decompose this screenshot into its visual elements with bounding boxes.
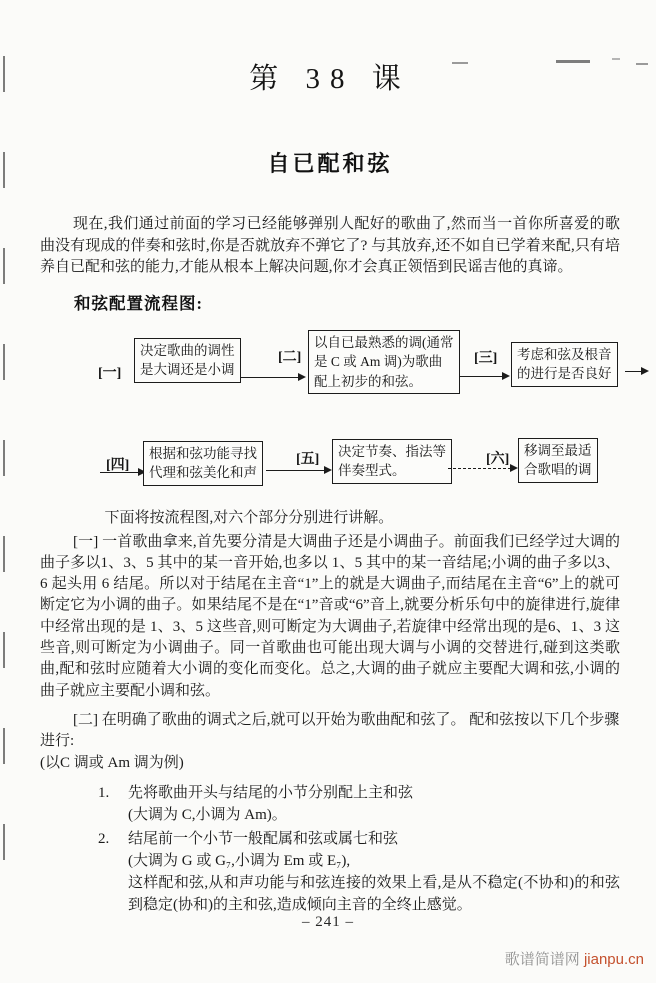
scan-artifact-binding-line	[3, 56, 5, 896]
flow-box-line: 移调至最适	[524, 442, 592, 458]
list-item-number: 1.	[98, 784, 110, 801]
flow-arrow-into-4	[100, 472, 144, 473]
section-title: 自已配和弦	[267, 151, 393, 176]
chord-steps-list	[98, 782, 620, 916]
flow-box-line: 是 C 或 Am 调)为歌曲	[314, 354, 443, 369]
flow-step-box-2	[308, 330, 460, 395]
flow-box-line: 考虑和弦及根音	[517, 346, 612, 362]
flow-arrow-4-to-5	[266, 470, 330, 471]
flow-box-line: 的进行是否良好	[517, 366, 612, 381]
flow-box-line: 合歌唱的调	[524, 462, 592, 477]
list-item-number: 2.	[98, 830, 110, 847]
page-number: – 241 –	[302, 914, 354, 930]
flow-step-label-2: [二]	[278, 349, 302, 365]
list-item-text: 先将歌曲开头与结尾的小节分别配上主和弦	[128, 784, 414, 801]
flow-box-line: 根据和弦功能寻找	[149, 445, 257, 461]
paragraph-one: [一] 一首歌曲拿来,首先要分清是大调曲子还是小调曲子。前面我们已经学过大调的曲子多以1、3、5 其中的某一音开始,也多以 1、5 其中的某一音结尾;小调的曲子多以3、6 起头用 6 结尾。所以对于结尾在主音“1”上的就是大调曲子,而结尾在主音“6”上的就可断定它为小调的曲子。如果结尾不是在“1”音或“6”音上,就要分析乐句中的旋律进行,旋律中经常出现的是 1、3、5 这些音,则可断定为大调曲子,若旋律中经常出现的是6、1、3 这些音,则可断定为小调曲子。同一首歌曲也可能出现大调与小调的交替进行,碰到这类歌曲,配和弦时应随着大小调的变化而变化。总之,大调的曲子就应主要配大调和弦,小调的曲子就应主要配小调和弦。	[40, 533, 620, 699]
flow-step-box-1	[134, 338, 241, 383]
flow-step-box-3	[511, 342, 618, 387]
list-item-detail: (大调为 C,小调为 Am)。	[128, 806, 287, 823]
flowchart-heading: 和弦配置流程图:	[74, 293, 203, 313]
chord-flowchart	[40, 324, 620, 496]
list-item-1	[98, 782, 620, 826]
flow-box-line: 以自已最熟悉的调(通常	[314, 334, 454, 350]
flow-step-label-5: [五]	[296, 451, 320, 467]
flow-arrow-row-exit	[625, 371, 647, 372]
watermark	[505, 948, 644, 969]
scan-artifact-speck	[452, 62, 468, 64]
flow-step-label-6: [六]	[486, 451, 510, 467]
lead-in-paragraph: 下面将按流程图,对六个部分分别进行讲解。	[104, 509, 394, 526]
list-item-note: 这样配和弦,从和声功能与和弦连接的效果上看,是从不稳定(不协和)的和弦到稳定(协和)的主和弦,造成倾向主音的全终止感觉。	[128, 874, 620, 913]
flow-step-label-3: [三]	[474, 350, 498, 366]
flow-arrow-5-to-6	[448, 468, 516, 469]
scan-artifact-speck	[612, 58, 620, 60]
flow-step-box-5	[332, 439, 452, 484]
flow-step-label-1: [一]	[98, 365, 122, 381]
flow-box-line: 代理和弦美化和声	[149, 465, 257, 480]
flow-step-label-4: [四]	[106, 457, 130, 473]
lesson-title: 第 38 课	[249, 63, 411, 95]
flow-box-line: 是大调还是小调	[140, 362, 235, 377]
flow-box-line: 决定节奏、指法等	[338, 443, 446, 459]
paragraph-two-example-note: (以C 调或 Am 调为例)	[40, 754, 184, 771]
scan-artifact-speck	[636, 63, 648, 65]
flow-box-line: 伴奏型式。	[338, 463, 406, 478]
watermark-site-name: 歌谱简谱网	[504, 951, 580, 968]
flow-box-line: 决定歌曲的调性	[140, 342, 235, 358]
flow-step-box-6	[518, 438, 598, 483]
flow-arrow-1-to-2	[240, 377, 304, 378]
list-item-text: 结尾前一个小节一般配属和弦或属七和弦	[128, 830, 399, 847]
paragraph-two: [二] 在明确了歌曲的调式之后,就可以开始为歌曲配和弦了。 配和弦按以下几个步骤进行:	[40, 711, 620, 749]
book-page	[0, 56, 656, 983]
flow-box-line: 配上初步的和弦。	[314, 373, 422, 389]
list-item-2	[98, 828, 620, 916]
scan-artifact-speck	[556, 60, 590, 63]
intro-paragraph: 现在,我们通过前面的学习已经能够弹别人配好的歌曲了,然而当一首你所喜爱的歌曲没有现成的伴奏和弦时,你是否就放弃不弹它了? 与其放弃,还不如自已学着来配,只有培养自已配和弦的能力,才能从根本上解决问题,你才会真正领悟到民谣吉他的真谛。	[40, 216, 620, 275]
watermark-site-url: jianpu.cn	[583, 951, 644, 968]
list-item-detail: (大调为 G 或 G₇,小调为 Em 或 E₇),	[128, 852, 351, 869]
flow-step-box-4	[143, 441, 263, 486]
flow-arrow-2-to-3	[460, 376, 508, 377]
